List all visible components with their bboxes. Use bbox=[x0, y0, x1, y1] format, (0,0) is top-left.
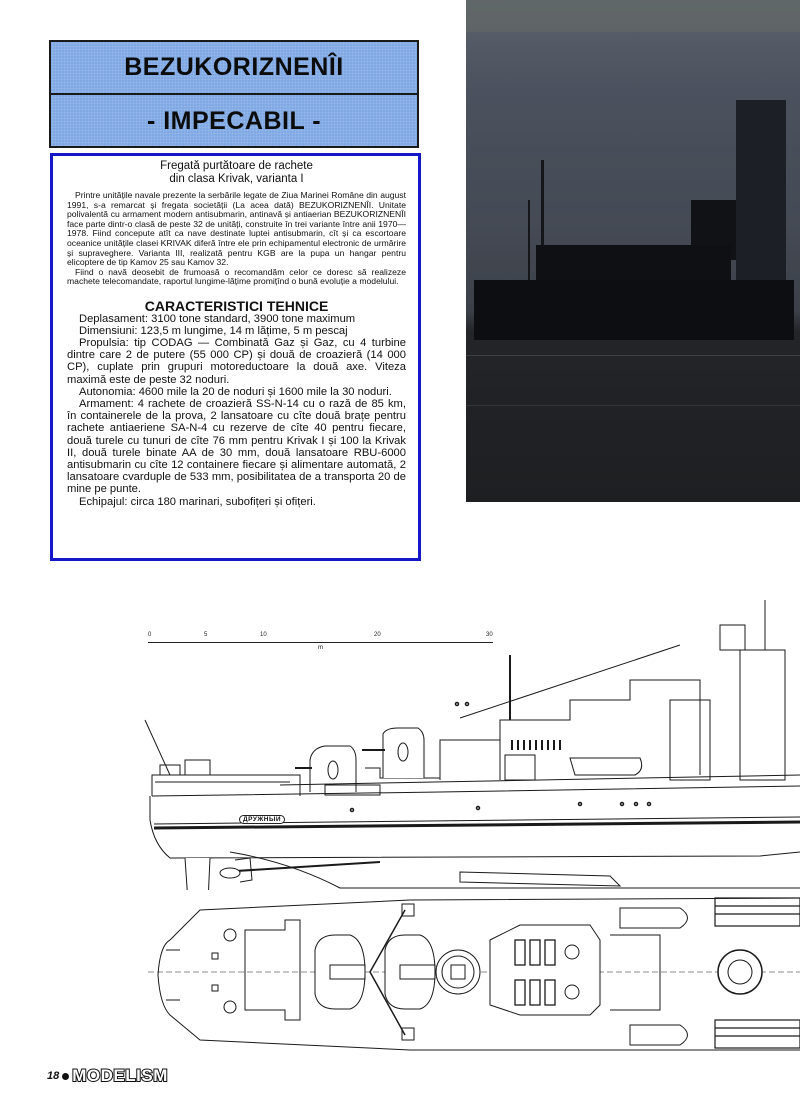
spec-armament: Armament: 4 rachete de croazieră SS-N-14 cu o rază de 85 km, în containerele de la prova, 2 lansatoare cu cîte două brațe pentru rachete antiaeriene SA-N-4 cu rezerve de cîte 40 pentru fiecare, două turele cu tunuri de cîte 76 mm pentru Krivak I și 100 la Krivak II, două turele binate AA de 30 mm, două lansatoare RBU-6000 antisubmarin cu cîte 12 containere fiecare și alimentare automată, 2 lansatoare cvarduple de 533 mm, posibilitatea de a transporta 20 de mine pe punte. bbox=[67, 398, 406, 496]
page-number: 18 bbox=[47, 1070, 60, 1082]
scale-tick: 0 bbox=[148, 632, 152, 638]
ship-class: din clasa Krivak, varianta I bbox=[169, 172, 304, 185]
spec-dimensions: Dimensiuni: 123,5 m lungime, 14 m lățime, 5 m pescaj bbox=[79, 324, 348, 337]
scale-tick: 5 bbox=[204, 632, 208, 638]
specs-heading: CARACTERISTICI TEHNICE bbox=[144, 297, 329, 314]
hull-nameplate: ДРУЖНЫЙ bbox=[239, 815, 285, 824]
article-title: BEZUKORIZNENÎI bbox=[51, 42, 417, 95]
specs-list bbox=[67, 313, 406, 508]
scale-tick: 30 bbox=[486, 632, 493, 638]
magazine-logo: MODELISM bbox=[72, 1066, 168, 1085]
spec-crew: Echipajul: circa 180 marinari, subofițeri și ofițeri. bbox=[79, 495, 316, 508]
scale-tick: 20 bbox=[374, 632, 381, 638]
intro-text bbox=[67, 191, 406, 287]
mast-silhouette bbox=[528, 200, 530, 290]
spec-propulsion: Propulsia: tip CODAG — Combinată Gaz și Gaz, cu 4 turbine dintre care 2 de putere (55 000 CP) și două de croazieră (14 000 CP), cuplate prin grupuri motoreductoare la două axe. Viteza maximă este de peste 32 noduri. bbox=[67, 337, 406, 386]
intro-paragraph: Fiind o navă deosebit de frumoasă o recomandăm celor ce doresc să realizeze machete telecomandate, raportul lungime-lățime promițînd o bună evoluție a modelului. bbox=[67, 266, 406, 287]
ship-description bbox=[67, 160, 406, 185]
ship-plan-view-drawing bbox=[140, 890, 800, 1060]
intro-paragraph: Printre unitățile navale prezente la serbările legate de Ziua Marinei Române din august 1991, s-a remarcat și fregata societății (La acea dată) BEZUKORIZNENÎI. Unitate polivalentă cu armament modern antisubmarin, antinavă și antiaerian BEZUKORIZNENÎI face parte dintr-o clasă de peste 32 de unități, construite în trei variante între anii 1970—1978. Fiind concepute atît ca nave destinate luptei antisubmarin, cît și ca escortoare oceanice unitățile clasei KRIVAK diferă între ele prin echipamentul electronic de urmărire și supraveghere. Varianta III, realizată pentru KGB are la pupa un hangar pentru elicoptere de tip Kamov 25 sau Kamov 32. bbox=[67, 190, 406, 268]
ship-photo bbox=[466, 0, 800, 502]
ship-type: Fregată purtătoare de rachete bbox=[160, 160, 313, 172]
title-banner bbox=[49, 40, 419, 148]
ship-side-elevation-drawing bbox=[140, 600, 800, 890]
article-subtitle-banner: - IMPECABIL - bbox=[146, 107, 322, 135]
spec-range: Autonomia: 4600 mile la 20 de noduri și 1600 mile la 30 noduri. bbox=[79, 385, 392, 398]
scale-tick: 10 bbox=[260, 632, 267, 638]
bullet-icon bbox=[62, 1073, 69, 1080]
page-footer bbox=[47, 1066, 168, 1086]
hull-silhouette bbox=[474, 280, 794, 340]
info-box bbox=[50, 153, 421, 561]
scale-unit: m bbox=[318, 645, 323, 651]
spec-displacement: Deplasament: 3100 tone standard, 3900 tone maximum bbox=[79, 312, 356, 325]
